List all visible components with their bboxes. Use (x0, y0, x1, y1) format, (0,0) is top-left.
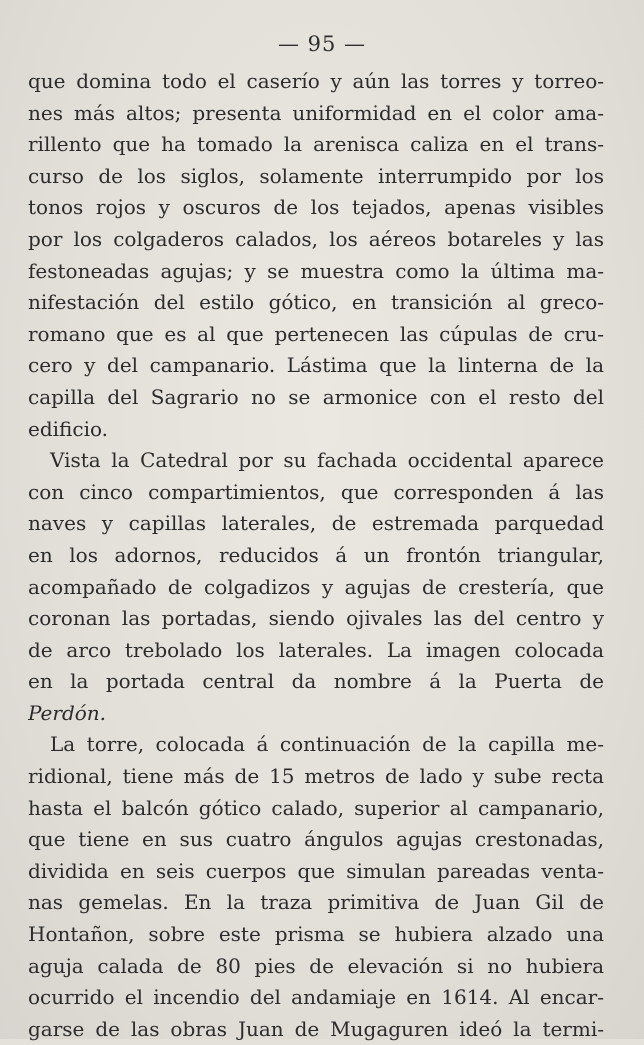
text-line: Hontañon, sobre este prisma se hubiera alzado una (28, 922, 604, 947)
text-line: rillento que ha tomado la arenisca caliza en el trans- (28, 132, 604, 157)
text-line: acompañado de colgadizos y agujas de crestería, que (28, 574, 604, 599)
text-line: en los adornos, reducidos á un frontón triangular, (28, 542, 604, 567)
text-line: cero y del campanario. Lástima que la linterna de la (28, 353, 604, 378)
text-line: que domina todo el caserío y aún las torres y torreo- (28, 69, 604, 93)
text-line: capilla del Sagrario no se armonice con el resto del (28, 384, 604, 409)
body-text (28, 66, 604, 1045)
text-line: coronan las portadas, siendo ojivales las del centro y (28, 606, 604, 631)
page-number: — 95 — (277, 32, 367, 56)
text-line: por los colgaderos calados, los aéreos botareles y las (28, 226, 604, 251)
text-line: hasta el balcón gótico calado, superior al campanario, (28, 795, 604, 820)
text-line: festoneadas agujas; y se muestra como la última ma- (28, 258, 604, 283)
text-line: curso de los siglos, solamente interrumpido por los (28, 163, 604, 188)
text-fragment: en la portada central da nombre á la (28, 669, 495, 694)
text-line: La torre, colocada á continuación de la capilla me- (50, 732, 604, 757)
text-line: ridional, tiene más de 15 metros de lado y sube recta (28, 764, 604, 789)
text-line: de arco trebolado los laterales. La imagen colocada (28, 637, 604, 662)
text-line: aguja calada de 80 pies de elevación si no hubiera (28, 953, 604, 978)
text-line: Perdón. (28, 700, 107, 725)
text-line: con cinco compartimientos, que corresponden á las (28, 479, 604, 504)
text-line: Vista la Catedral por su fachada occidental aparece (50, 448, 604, 473)
text-line: edificio. (28, 416, 109, 441)
text-line: que tiene en sus cuatro ángulos agujas crestonadas, (28, 827, 604, 852)
text-line: nes más altos; presenta uniformidad en el color ama- (28, 100, 604, 125)
italic-fragment: Puerta de (494, 669, 604, 694)
text-line: ocurrido el incendio del andamiaje en 1614. Al encar- (28, 985, 604, 1010)
text-line: naves y capillas laterales, de estremada parquedad (28, 511, 604, 536)
text-line-with-italic (28, 666, 604, 698)
text-line: romano que es al que pertenecen las cúpulas de cru- (28, 321, 604, 346)
text-line: tonos rojos y oscuros de los tejados, apenas visibles (28, 195, 604, 220)
text-line: dividida en seis cuerpos que simulan pareadas venta- (28, 858, 604, 883)
text-line: nas gemelas. En la traza primitiva de Juan Gil de (28, 890, 604, 915)
text-line: garse de las obras Juan de Mugaguren ideó la termi- (28, 1016, 604, 1041)
text-line: nifestación del estilo gótico, en transición al greco- (28, 290, 604, 315)
